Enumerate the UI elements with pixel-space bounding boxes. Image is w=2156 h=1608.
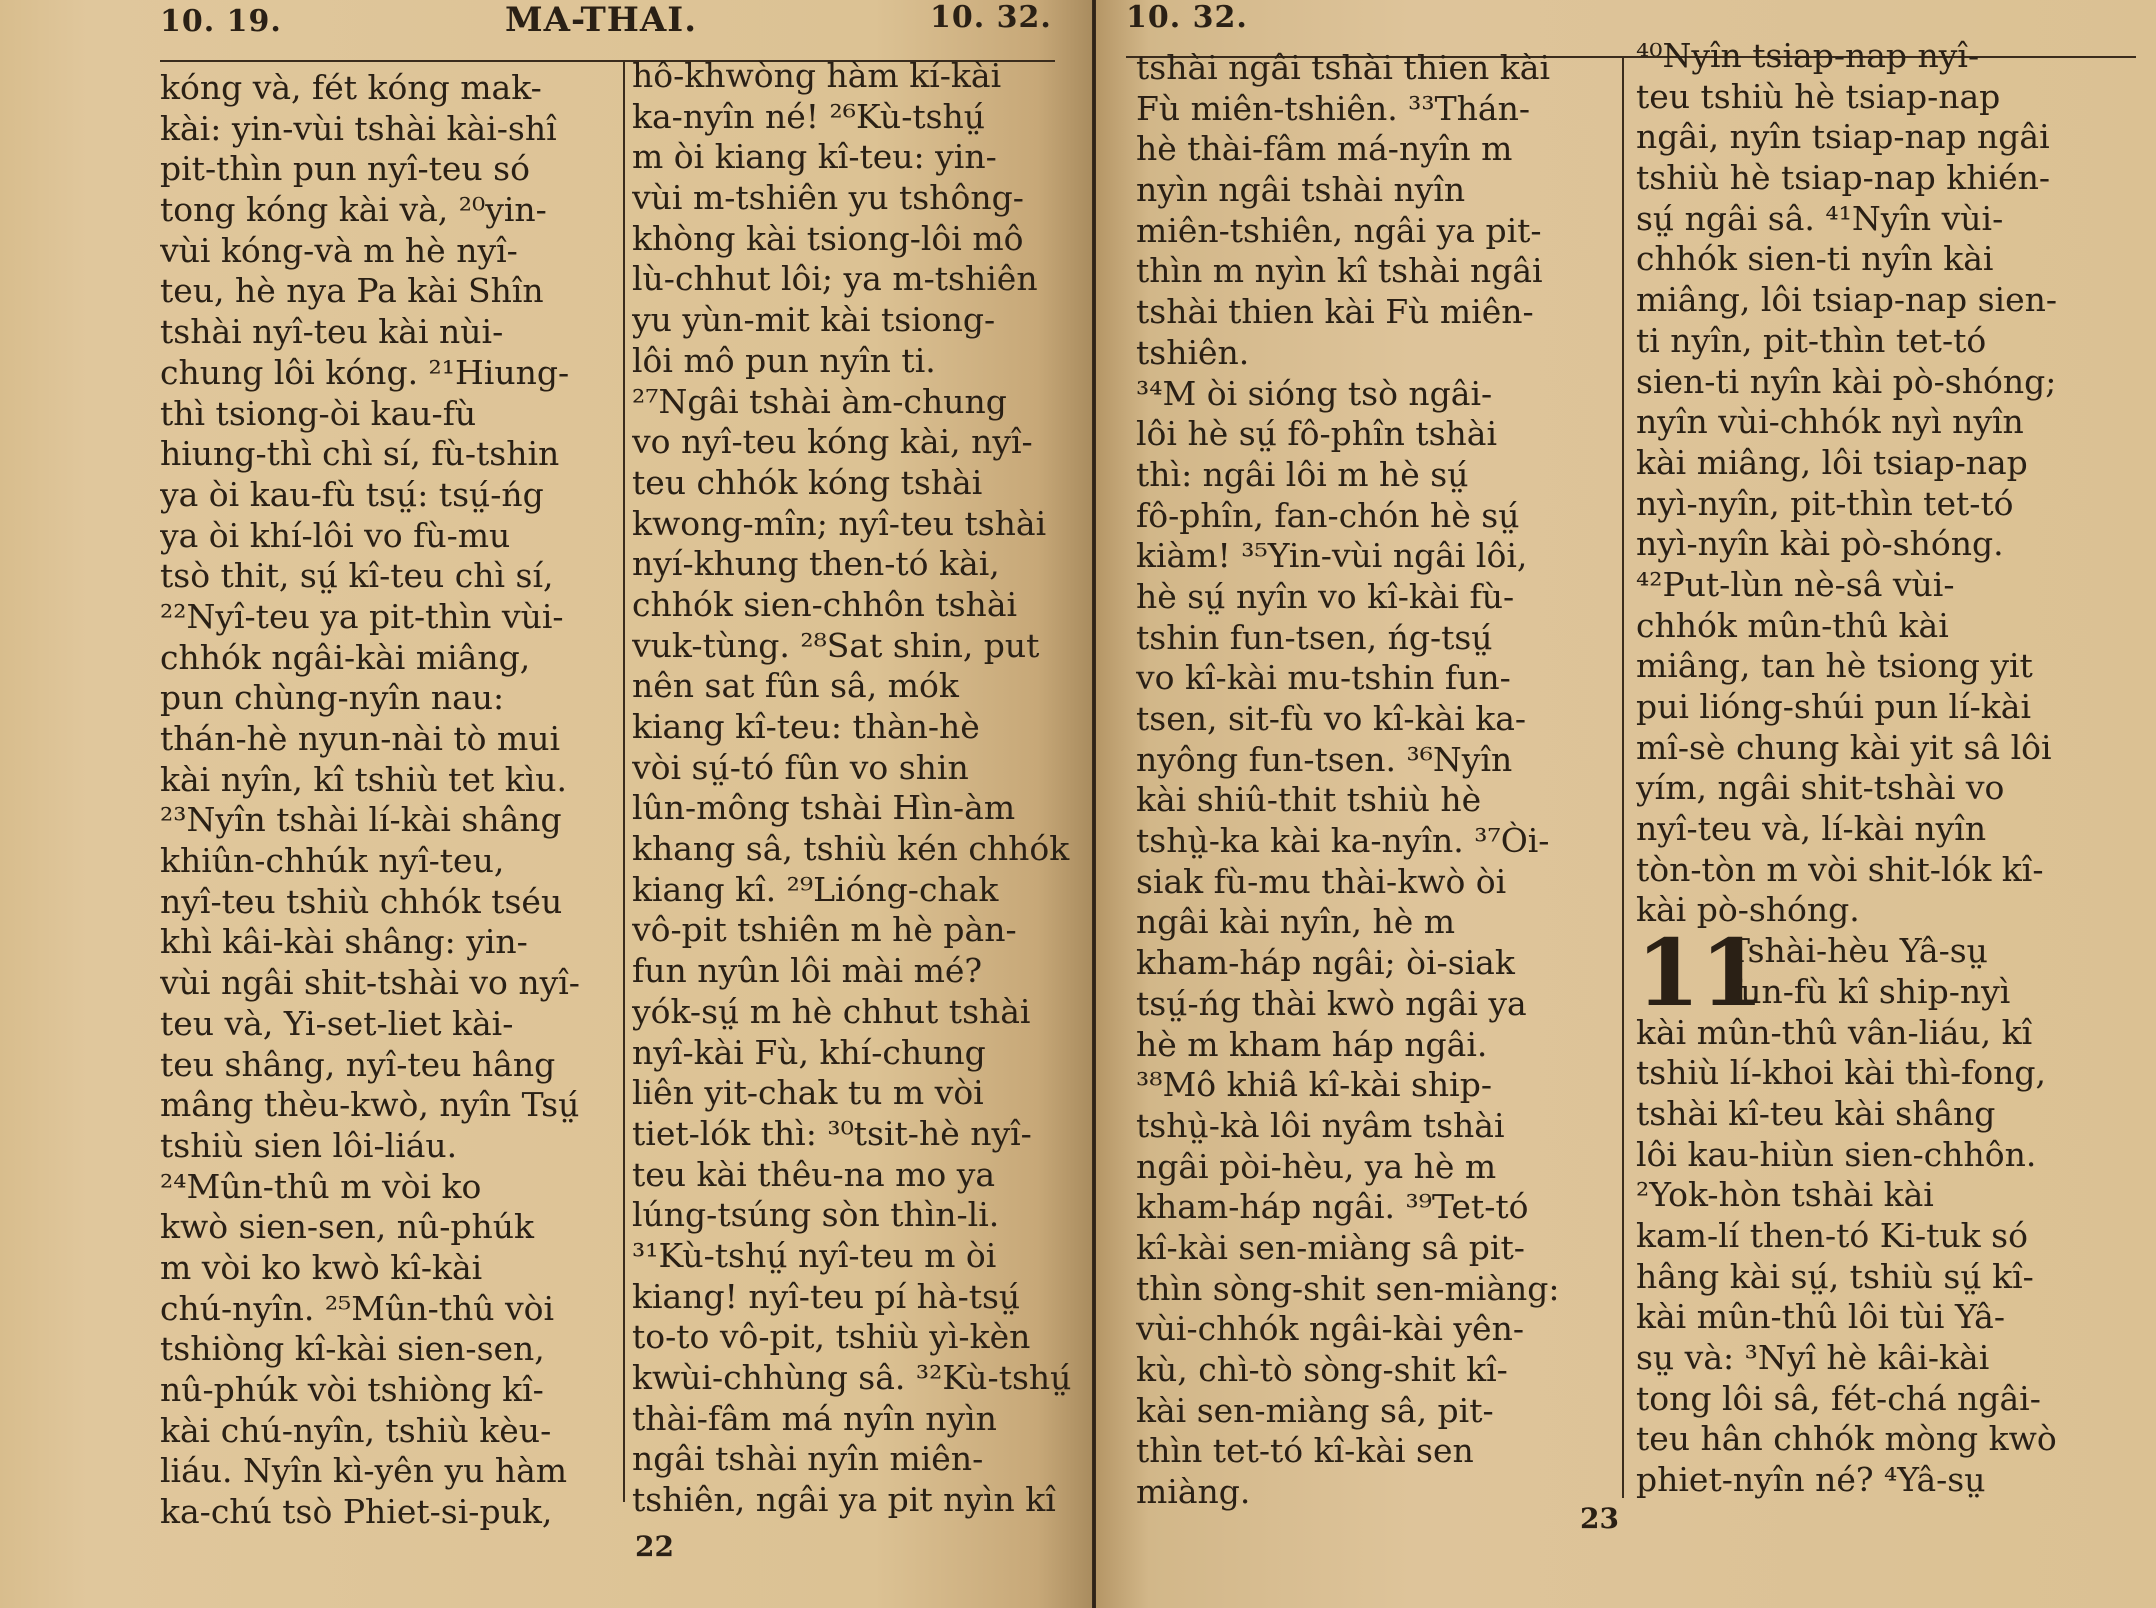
right-page xyxy=(1096,0,2156,1608)
text-line: pun chùng-nyîn nau: xyxy=(160,678,505,718)
text-line: tshiù lí-khoi kài thì-fong, xyxy=(1636,1053,2047,1093)
text-line: chhók mûn-thû kài xyxy=(1636,605,1949,645)
text-line: chhók sien-chhôn tshài xyxy=(632,584,1018,624)
text-line: kam-lí then-tó Ki-tuk só xyxy=(1636,1215,2028,1255)
text-line: sṳ́ ngâi sâ. ⁴¹Nyîn vùi- xyxy=(1636,198,2004,238)
text-line: kù, chì-tò sòng-shit kî- xyxy=(1136,1350,1508,1389)
text-line: vùi ngâi shit-tshài vo nyî- xyxy=(160,963,580,1003)
text-line: fun-fù kî ship-nyì xyxy=(1728,971,2011,1011)
text-line: sṳ và: ³Nyî hè kâi-kài xyxy=(1636,1338,1990,1377)
text-column-4 xyxy=(1636,36,2106,1556)
text-line: hè thài-fâm má-nyîn m xyxy=(1136,129,1513,169)
text-line: tong lôi sâ, fét-chá ngâi- xyxy=(1636,1378,2041,1418)
text-line: ka-chú tsò Phiet-si-puk, xyxy=(160,1492,553,1532)
text-line: tsen, sit-fù vo kî-kài ka- xyxy=(1136,699,1527,738)
text-line: kóng và, fét kóng mak- xyxy=(160,68,542,107)
text-line: fô-phîn, fan-chón hè sṳ́ xyxy=(1136,495,1520,535)
text-line: miâng, tan hè tsiong yit xyxy=(1636,646,2033,686)
text-line: m òi kiang kî-teu: yin- xyxy=(632,137,997,177)
text-line: kài chú-nyîn, tshiù kèu- xyxy=(160,1410,552,1450)
text-line: yím, ngâi shit-tshài vo xyxy=(1636,768,2005,808)
text-line: ²²Nyî-teu ya pit-thìn vùi- xyxy=(160,596,564,636)
text-line: ²Yok-hòn tshài kài xyxy=(1636,1175,1934,1215)
text-line: nyí-khung then-tó kài, xyxy=(632,544,1000,584)
text-line: thì tsiong-òi kau-fù xyxy=(160,393,477,433)
text-line: ya òi kau-fù tsṳ́: tsṳ́-ńg xyxy=(160,474,544,514)
text-line: ngâi tshài nyîn miên- xyxy=(632,1439,984,1479)
text-line: ³¹Kù-tshṳ́ nyî-teu m òi xyxy=(632,1235,997,1275)
text-line: chú-nyîn. ²⁵Mûn-thû vòi xyxy=(160,1288,555,1328)
text-line: khiûn-chhúk nyî-teu, xyxy=(160,841,505,881)
text-line: kài pò-shóng. xyxy=(1636,890,1860,930)
text-line: siak fù-mu thài-kwò òi xyxy=(1136,861,1507,901)
text-line: tshiù hè tsiap-nap khién- xyxy=(1636,158,2050,198)
left-page-number: 22 xyxy=(635,1530,674,1563)
text-line: to-to vô-pit, tshiù yì-kèn xyxy=(632,1317,1031,1357)
text-line: vo kî-kài mu-tshin fun- xyxy=(1136,658,1511,698)
right-header-verse: 10. 32. xyxy=(1126,0,1248,35)
text-line: teu tshiù hè tsiap-nap xyxy=(1636,76,2001,116)
text-line: tshiù sien lôi-liáu. xyxy=(160,1125,458,1165)
text-line: tshài kî-teu kài shâng xyxy=(1636,1093,1996,1133)
text-line: hè sṳ́ nyîn vo kî-kài fù- xyxy=(1136,576,1515,616)
text-line: nyîn vùi-chhók nyì nyîn xyxy=(1636,402,2024,442)
text-line: pit-thìn pun nyî-teu só xyxy=(160,149,530,189)
text-line: ²³Nyîn tshài lí-kài shâng xyxy=(160,800,562,840)
text-line: ngâi pòi-hèu, ya hè m xyxy=(1136,1146,1497,1186)
text-line: tshài ngâi tshài thien kài xyxy=(1136,48,1550,87)
text-line: nyî-kài Fù, khí-chung xyxy=(632,1032,986,1072)
text-line: kham-háp ngâi. ³⁹Tet-tó xyxy=(1136,1187,1529,1227)
text-line: lù-chhut lôi; ya m-tshiên xyxy=(632,259,1038,299)
text-line: mî-sè chung kài yit sâ lôi xyxy=(1636,727,2052,767)
text-line: lúng-tsúng sòn thìn-li. xyxy=(632,1195,1000,1235)
text-line: m vòi ko kwò kî-kài xyxy=(160,1247,483,1287)
text-line: Tshài-hèu Yâ-sṳ xyxy=(1728,931,1988,971)
text-line: nyì-nyîn kài pò-shóng. xyxy=(1636,524,2004,564)
text-line: ²⁷Ngâi tshài àm-chung xyxy=(632,381,1007,421)
text-line: nû-phúk vòi tshiòng kî- xyxy=(160,1370,544,1409)
text-line: tòn-tòn m vòi shit-lók kî- xyxy=(1636,849,2044,889)
text-line: ka-nyîn né! ²⁶Kù-tshṳ́ xyxy=(632,96,986,136)
text-line: miên-tshiên, ngâi ya pit- xyxy=(1136,210,1542,250)
text-line: tshài thien kài Fù miên- xyxy=(1136,292,1534,332)
text-line: tshin fun-tsen, ńg-tsṳ́ xyxy=(1136,617,1493,657)
text-line: nyìn ngâi tshài nyîn xyxy=(1136,170,1466,210)
text-line: kiang kî. ²⁹Lióng-chak xyxy=(632,869,999,909)
text-line: thìn sòng-shit sen-miàng: xyxy=(1136,1268,1560,1308)
text-line: ³⁴M òi sióng tsò ngâi- xyxy=(1136,373,1493,413)
text-line: ya òi khí-lôi vo fù-mu xyxy=(160,515,511,555)
text-line: yu yùn-mit kài tsiong- xyxy=(632,300,996,340)
text-line: teu, hè nya Pa kài Shîn xyxy=(160,271,544,311)
text-line: ngâi, nyîn tsiap-nap ngâi xyxy=(1636,117,2050,157)
text-line: kiang kî-teu: thàn-hè xyxy=(632,707,980,746)
text-line: teu chhók kóng tshài xyxy=(632,462,983,502)
text-line: yók-sṳ́ m hè chhut tshài xyxy=(632,991,1031,1031)
text-line: thì: ngâi lôi m hè sṳ́ xyxy=(1136,454,1469,494)
left-header-verse-start: 10. 19. xyxy=(160,4,282,39)
text-line: tong kóng kài và, ²⁰yin- xyxy=(160,190,547,230)
text-line: tiet-lók thì: ³⁰tsit-hè nyî- xyxy=(632,1113,1032,1153)
text-column-1 xyxy=(160,68,615,1533)
text-line: lôi kau-hiùn sien-chhôn. xyxy=(1636,1134,2037,1174)
text-line: khì kâi-kài shâng: yin- xyxy=(160,922,528,962)
text-line: ⁴⁰Nyîn tsiap-nap nyî- xyxy=(1636,36,1980,75)
text-line: vô-pit tshiên m hè pàn- xyxy=(632,910,1017,950)
text-line: nyông fun-tsen. ³⁶Nyîn xyxy=(1136,739,1513,779)
text-line: vùi kóng-và m hè nyî- xyxy=(160,230,518,270)
text-line: tshṳ̀-kà lôi nyâm tshài xyxy=(1136,1105,1505,1145)
text-line: nyì-nyîn, pit-thìn tet-tó xyxy=(1636,483,2014,523)
text-line: kwò sien-sen, nû-phúk xyxy=(160,1207,535,1247)
text-line: ⁴²Put-lùn nè-sâ vùi- xyxy=(1636,564,1955,604)
text-line: khòng kài tsiong-lôi mô xyxy=(632,218,1024,258)
text-line: vo nyî-teu kóng kài, nyî- xyxy=(632,422,1033,462)
text-line: chhók ngâi-kài miâng, xyxy=(160,637,531,677)
text-line: lôi mô pun nyîn ti. xyxy=(632,340,936,380)
text-line: kham-háp ngâi; òi-siak xyxy=(1136,943,1515,983)
text-line: kài mûn-thû vân-liáu, kî xyxy=(1636,1012,2033,1052)
text-line: khang sâ, tshiù kén chhók xyxy=(632,829,1070,869)
text-line: tsò thit, sṳ́ kî-teu chì sí, xyxy=(160,556,554,596)
text-line: kwong-mîn; nyî-teu tshài xyxy=(632,503,1047,543)
text-line: miâng, lôi tsiap-nap sien- xyxy=(1636,280,2058,320)
text-line: tshṳ̀-ka kài ka-nyîn. ³⁷Òi- xyxy=(1136,821,1550,861)
text-line: thài-fâm má nyîn nyìn xyxy=(632,1398,997,1438)
text-line: chung lôi kóng. ²¹Hiung- xyxy=(160,352,570,392)
text-line: ³⁸Mô khiâ kî-kài ship- xyxy=(1136,1065,1493,1105)
text-line: kwùi-chhùng sâ. ³²Kù-tshṳ́ xyxy=(632,1358,1072,1397)
column-divider-left xyxy=(623,62,625,1502)
text-line: lôi hè sṳ́ fô-phîn tshài xyxy=(1136,414,1498,454)
text-line: kài nyîn, kî tshiù tet kìu. xyxy=(160,759,568,799)
text-line: thán-hè nyun-nài tò mui xyxy=(160,719,561,758)
text-line: fun nyûn lôi mài mé? xyxy=(632,951,983,991)
text-line: teu kài thêu-na mo ya xyxy=(632,1154,996,1194)
text-line: tshiên, ngâi ya pit nyìn kî xyxy=(632,1480,1056,1520)
text-line: hè m kham háp ngâi. xyxy=(1136,1024,1488,1064)
text-line: chhók sien-ti nyîn kài xyxy=(1636,239,1994,279)
text-line: kî-kài sen-miàng sâ pit- xyxy=(1136,1227,1525,1267)
text-line: teu shâng, nyî-teu hâng xyxy=(160,1044,556,1084)
text-column-3 xyxy=(1136,48,1614,1513)
text-line: liáu. Nyîn kì-yên yu hàm xyxy=(160,1451,568,1491)
text-line: pui lióng-shúi pun lí-kài xyxy=(1636,687,2032,726)
left-header-book-title: MA-THAI. xyxy=(505,0,698,40)
text-line: tshiòng kî-kài sien-sen, xyxy=(160,1329,545,1369)
text-line: sien-ti nyîn kài pò-shóng; xyxy=(1636,361,2057,401)
text-line: kài shiû-thit tshiù hè xyxy=(1136,780,1482,820)
text-line: vùi-chhók ngâi-kài yên- xyxy=(1136,1309,1524,1349)
text-line: vùi m-tshiên yu tshông- xyxy=(632,178,1024,218)
right-page-number: 23 xyxy=(1580,1502,1619,1535)
chapter-11-block xyxy=(1636,919,2106,1501)
text-line: hâng kài sṳ́, tshiù sṳ́ kî- xyxy=(1636,1256,2034,1296)
text-line: nên sat fûn sâ, mók xyxy=(632,666,959,706)
text-line: kài sen-miàng sâ, pit- xyxy=(1136,1390,1494,1430)
text-line: hô-khwòng hàm kí-kài xyxy=(632,56,1002,95)
text-line: kiang! nyî-teu pí hà-tsṳ́ xyxy=(632,1276,1021,1316)
text-line: thìn m nyìn kî tshài ngâi xyxy=(1136,251,1543,291)
text-line: ti nyîn, pit-thìn tet-tó xyxy=(1636,320,1987,360)
text-line: tshài nyî-teu kài nùi- xyxy=(160,312,504,352)
text-line: tsṳ́-ńg thài kwò ngâi ya xyxy=(1136,983,1527,1023)
text-line: thìn tet-tó kî-kài sen xyxy=(1136,1431,1474,1471)
text-line: tshiên. xyxy=(1136,332,1250,372)
text-line: kài: yin-vùi tshài kài-shî xyxy=(160,108,557,148)
text-line: kài miâng, lôi tsiap-nap xyxy=(1636,442,2028,482)
text-line: lûn-mông tshài Hìn-àm xyxy=(632,788,1016,828)
text-line: vòi sṳ́-tó fûn vo shin xyxy=(632,747,969,787)
text-line: vuk-tùng. ²⁸Sat shin, put xyxy=(632,625,1040,665)
text-line: ²⁴Mûn-thû m vòi ko xyxy=(160,1166,482,1206)
text-line: ngâi kài nyîn, hè m xyxy=(1136,902,1456,942)
text-line: teu hân chhók mòng kwò xyxy=(1636,1419,2057,1459)
text-line: phiet-nyîn né? ⁴Yâ-sṳ xyxy=(1636,1460,1986,1500)
text-line: mâng thèu-kwò, nyîn Tsṳ́ xyxy=(160,1085,580,1125)
text-line: Fù miên-tshiên. ³³Thán- xyxy=(1136,88,1530,128)
text-line: nyî-teu tshiù chhók tséu xyxy=(160,881,563,921)
column-divider-right xyxy=(1622,58,1624,1498)
chapter-number: 11 xyxy=(1636,919,1765,1028)
text-line: hiung-thì chì sí, fù-tshin xyxy=(160,434,560,474)
text-line: kiàm! ³⁵Yin-vùi ngâi lôi, xyxy=(1136,536,1528,576)
text-column-2 xyxy=(632,56,1072,1521)
text-line: miàng. xyxy=(1136,1472,1251,1512)
text-line: teu và, Yi-set-liet kài- xyxy=(160,1003,514,1043)
text-line: nyî-teu và, lí-kài nyîn xyxy=(1636,809,1987,849)
text-line: liên yit-chak tu m vòi xyxy=(632,1073,984,1113)
left-header-verse-end: 10. 32. xyxy=(930,0,1052,35)
text-line: kài mûn-thû lôi tùi Yâ- xyxy=(1636,1297,2005,1337)
